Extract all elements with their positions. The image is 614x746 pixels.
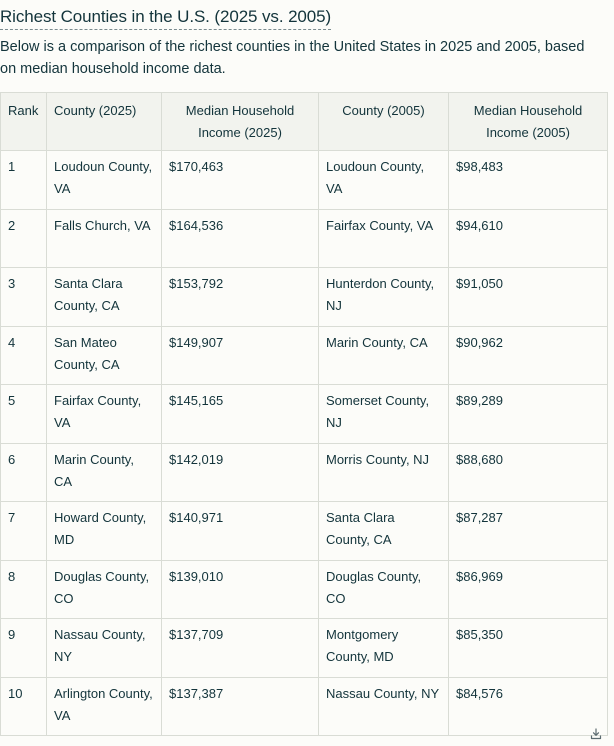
cell-income-2005: $90,962	[449, 326, 608, 385]
cell-county-2005: Loudoun County, VA	[319, 151, 449, 210]
cell-income-2025: $137,709	[162, 619, 319, 678]
cell-income-2025: $140,971	[162, 502, 319, 561]
table-row	[1, 502, 608, 561]
cell-rank: 3	[1, 268, 47, 327]
cell-county-2025: Loudoun County, VA	[47, 151, 162, 210]
cell-county-2025: Marin County, CA	[47, 443, 162, 502]
cell-county-2025: Fairfax County, VA	[47, 385, 162, 444]
cell-income-2005: $86,969	[449, 560, 608, 619]
cell-county-2005: Montgomery County, MD	[319, 619, 449, 678]
table-row	[1, 677, 608, 736]
cell-income-2025: $170,463	[162, 151, 319, 210]
table-row	[1, 326, 608, 385]
cell-rank: 8	[1, 560, 47, 619]
cell-income-2005: $91,050	[449, 268, 608, 327]
cell-county-2005: Hunterdon County, NJ	[319, 268, 449, 327]
cell-rank: 10	[1, 677, 47, 736]
header-county-2005: County (2005)	[319, 93, 449, 151]
table-row	[1, 209, 608, 268]
cell-county-2025: Falls Church, VA	[47, 209, 162, 268]
table-row	[1, 268, 608, 327]
table-row	[1, 443, 608, 502]
cell-rank: 9	[1, 619, 47, 678]
cell-rank: 7	[1, 502, 47, 561]
cell-county-2005: Santa Clara County, CA	[319, 502, 449, 561]
cell-county-2005: Morris County, NJ	[319, 443, 449, 502]
cell-income-2025: $145,165	[162, 385, 319, 444]
table-row	[1, 385, 608, 444]
cell-income-2025: $142,019	[162, 443, 319, 502]
cell-county-2025: Santa Clara County, CA	[47, 268, 162, 327]
cell-county-2025: Nassau County, NY	[47, 619, 162, 678]
cell-rank: 5	[1, 385, 47, 444]
cell-county-2005: Douglas County, CO	[319, 560, 449, 619]
income-table-container	[0, 92, 607, 736]
header-income-2005: Median Household Income (2005)	[449, 93, 608, 151]
cell-county-2025: Howard County, MD	[47, 502, 162, 561]
cell-rank: 2	[1, 209, 47, 268]
download-icon[interactable]	[590, 728, 602, 740]
table-row	[1, 151, 608, 210]
header-county-2025: County (2025)	[47, 93, 162, 151]
cell-county-2025: Douglas County, CO	[47, 560, 162, 619]
cell-county-2005: Fairfax County, VA	[319, 209, 449, 268]
header-income-2025: Median Household Income (2025)	[162, 93, 319, 151]
cell-income-2025: $137,387	[162, 677, 319, 736]
cell-rank: 1	[1, 151, 47, 210]
cell-county-2005: Somerset County, NJ	[319, 385, 449, 444]
page-title: Richest Counties in the U.S. (2025 vs. 2005)	[0, 5, 331, 30]
cell-county-2005: Marin County, CA	[319, 326, 449, 385]
cell-county-2025: Arlington County, VA	[47, 677, 162, 736]
header-rank: Rank	[1, 93, 47, 151]
cell-income-2025: $149,907	[162, 326, 319, 385]
cell-income-2005: $87,287	[449, 502, 608, 561]
cell-income-2005: $88,680	[449, 443, 608, 502]
cell-income-2025: $164,536	[162, 209, 319, 268]
cell-income-2025: $153,792	[162, 268, 319, 327]
cell-income-2005: $85,350	[449, 619, 608, 678]
cell-county-2025: San Mateo County, CA	[47, 326, 162, 385]
cell-rank: 6	[1, 443, 47, 502]
intro-paragraph: Below is a comparison of the richest counties in the United States in 2025 and 2005, based on median household income data.	[0, 39, 585, 77]
table-header-row	[1, 93, 608, 151]
cell-county-2005: Nassau County, NY	[319, 677, 449, 736]
cell-income-2005: $94,610	[449, 209, 608, 268]
cell-income-2005: $84,576	[449, 677, 608, 736]
income-table	[0, 92, 608, 736]
cell-income-2005: $89,289	[449, 385, 608, 444]
cell-rank: 4	[1, 326, 47, 385]
table-row	[1, 619, 608, 678]
cell-income-2005: $98,483	[449, 151, 608, 210]
cell-income-2025: $139,010	[162, 560, 319, 619]
table-row	[1, 560, 608, 619]
